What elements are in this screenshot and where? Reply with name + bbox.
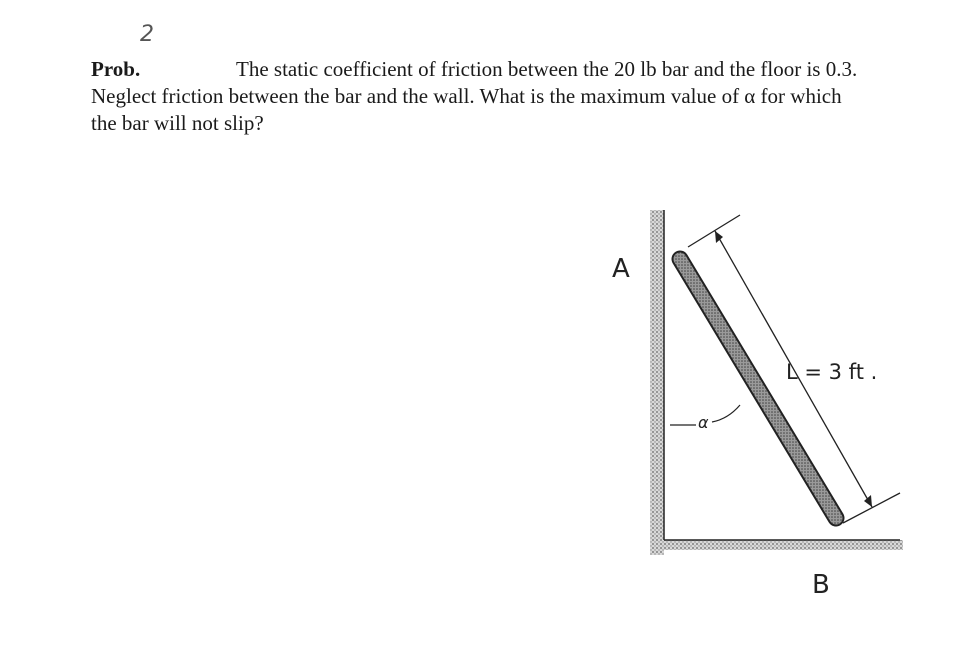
wall — [650, 210, 664, 555]
label-b: B — [812, 570, 830, 600]
dimension-extension-top — [688, 215, 740, 247]
problem-line-1 — [91, 56, 921, 83]
problem-line-3: the bar will not slip? — [91, 111, 264, 135]
problem-statement — [91, 56, 921, 137]
page-number: 2 — [140, 22, 154, 47]
problem-label: Prob. — [91, 57, 141, 81]
problem-text-1: The static coefficient of friction between the 20 lb bar and the floor is 0.3. — [236, 57, 858, 81]
bar-diagram — [600, 195, 920, 615]
dimension-extension-bottom — [843, 493, 900, 523]
floor — [658, 540, 903, 550]
angle-arc — [712, 405, 740, 422]
angle-label: α — [698, 413, 709, 432]
bar-diagram-svg — [600, 195, 920, 615]
dimension-arrow-top — [715, 231, 723, 243]
label-a: A — [612, 254, 630, 284]
problem-line-2: Neglect friction between the bar and the wall. What is the maximum value of α for which — [91, 84, 842, 108]
length-label: L = 3 ft . — [786, 360, 878, 384]
dimension-arrow-bottom — [864, 495, 872, 507]
bar — [680, 259, 836, 518]
